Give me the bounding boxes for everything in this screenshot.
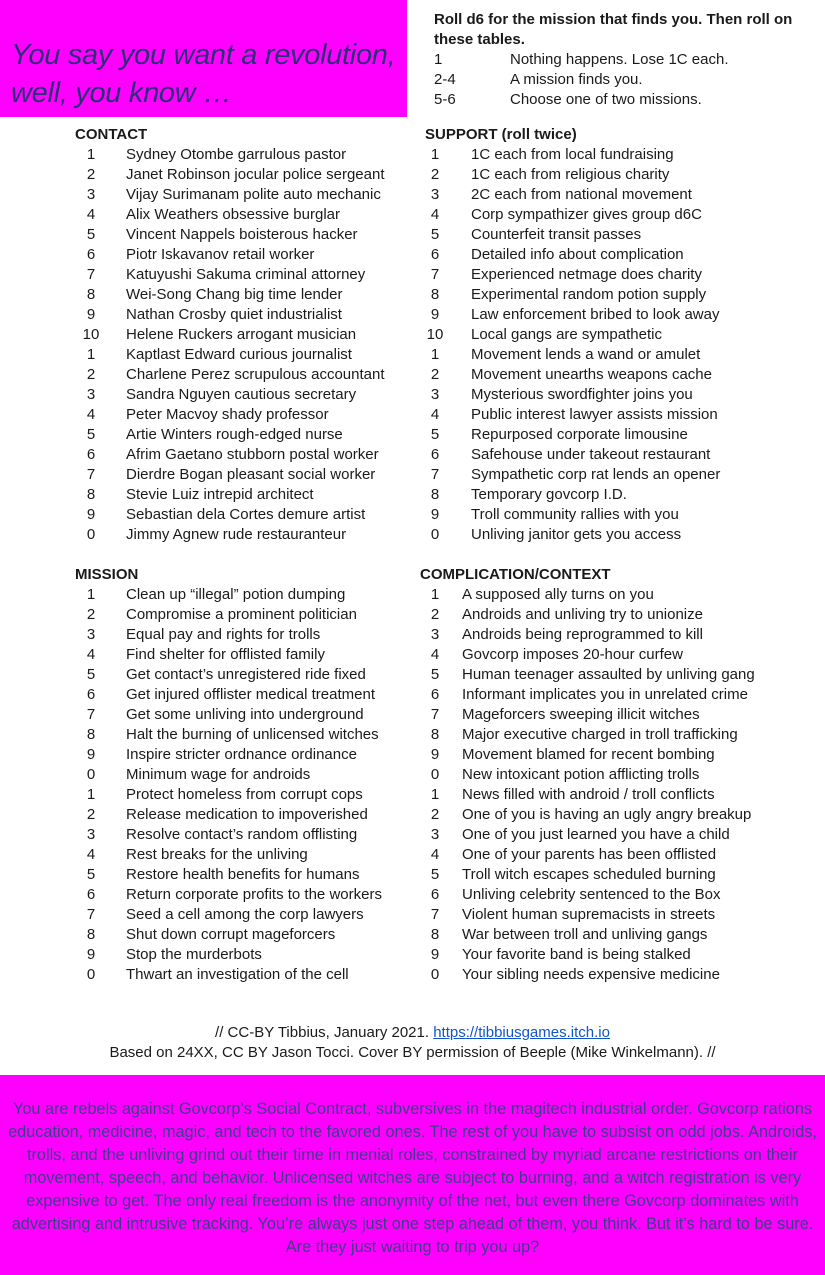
support-row: [425, 305, 720, 325]
contact-row: [75, 365, 385, 385]
entry-text: Wei-Song Chang big time lender: [126, 286, 343, 303]
roll-number: 3: [86, 386, 96, 403]
entry-text: Equal pay and rights for trolls: [126, 626, 321, 643]
complication-row: [420, 965, 755, 985]
mission-row: [75, 905, 382, 925]
entry-text: Janet Robinson jocular police sergeant: [126, 166, 385, 183]
support-row: [425, 425, 720, 445]
roll-number: 7: [86, 906, 96, 923]
entry-text: Law enforcement bribed to look away: [471, 306, 720, 323]
complication-row: [420, 665, 755, 685]
roll-number: 5: [430, 866, 440, 883]
entry-text: Androids and unliving try to unionize: [462, 606, 703, 623]
contact-row: [75, 465, 385, 485]
contact-heading: CONTACT: [75, 126, 148, 143]
entry-text: Informant implicates you in unrelated crime: [462, 686, 748, 703]
roll-number: 1: [86, 786, 96, 803]
entry-text: Seed a cell among the corp lawyers: [126, 906, 364, 923]
roll-number: 5: [86, 666, 96, 683]
contact-row: [75, 405, 385, 425]
entry-text: Sandra Nguyen cautious secretary: [126, 386, 357, 403]
roll-number: 9: [86, 946, 96, 963]
entry-text: Shut down corrupt mageforcers: [126, 926, 336, 943]
roll-number: 3: [86, 626, 96, 643]
roll-number: 8: [86, 286, 96, 303]
roll-number: 7: [86, 466, 96, 483]
roll-number: 2: [430, 166, 440, 183]
entry-text: News filled with android / troll conflicts: [462, 786, 715, 803]
roll-number: 4: [430, 646, 440, 663]
entry-text: Unliving celebrity sentenced to the Box: [462, 886, 721, 903]
entry-text: Minimum wage for androids: [126, 766, 311, 783]
complication-row: [420, 645, 755, 665]
intro-row: 5-6 Choose one of two missions.: [434, 91, 702, 108]
roll-number: 0: [430, 966, 440, 983]
entry-text: One of you just learned you have a child: [462, 826, 730, 843]
roll-number: 0: [86, 966, 96, 983]
roll-number: 9: [430, 946, 440, 963]
complication-row: [420, 785, 755, 805]
mission-row: [75, 605, 382, 625]
contact-row: [75, 505, 385, 525]
support-heading: SUPPORT (roll twice): [425, 126, 577, 143]
mission-row: [75, 925, 382, 945]
support-row: [425, 185, 720, 205]
entry-text: Rest breaks for the unliving: [126, 846, 308, 863]
credits-line-1: [0, 1023, 825, 1043]
contact-row: [75, 205, 385, 225]
entry-text: Charlene Perez scrupulous accountant: [126, 366, 385, 383]
entry-text: Unliving janitor gets you access: [471, 526, 682, 543]
entry-text: Experienced netmage does charity: [471, 266, 702, 283]
roll-number: 2: [86, 806, 96, 823]
entry-text: Repurposed corporate limousine: [471, 426, 688, 443]
roll-number: 3: [430, 186, 440, 203]
entry-text: Violent human supremacists in streets: [462, 906, 716, 923]
support-row: [425, 525, 720, 545]
roll-number: 0: [430, 526, 440, 543]
mission-row: [75, 945, 382, 965]
entry-text: Clean up “illegal” potion dumping: [126, 586, 346, 603]
complication-row: [420, 945, 755, 965]
roll-number: 7: [86, 266, 96, 283]
entry-text: Your favorite band is being stalked: [462, 946, 691, 963]
contact-row: [75, 385, 385, 405]
mission-row: [75, 725, 382, 745]
roll-number: 9: [430, 506, 440, 523]
complication-row: [420, 605, 755, 625]
complication-row: [420, 765, 755, 785]
contact-row: [75, 265, 385, 285]
support-row: [425, 325, 720, 345]
entry-text: Afrim Gaetano stubborn postal worker: [126, 446, 379, 463]
mission-row: [75, 685, 382, 705]
entry-text: Peter Macvoy shady professor: [126, 406, 329, 423]
entry-text: Get injured offlister medical treatment: [126, 686, 376, 703]
roll-number: 3: [86, 186, 96, 203]
roll-number: 9: [86, 506, 96, 523]
entry-text: Experimental random potion supply: [471, 286, 707, 303]
roll-number: 2: [430, 606, 440, 623]
entry-text: 2C each from national movement: [471, 186, 692, 203]
roll-number: 2: [430, 366, 440, 383]
roll-number: 0: [86, 766, 96, 783]
mission-table: [75, 565, 382, 985]
roll-number: 1: [86, 346, 96, 363]
mission-row: [75, 805, 382, 825]
entry-text: Compromise a prominent politician: [126, 606, 357, 623]
entry-text: Kaptlast Edward curious journalist: [126, 346, 352, 363]
roll-number: 3: [430, 826, 440, 843]
entry-text: Return corporate profits to the workers: [126, 886, 382, 903]
entry-text: Detailed info about complication: [471, 246, 684, 263]
entry-text: Katuyushi Sakuma criminal attorney: [126, 266, 366, 283]
complication-row: [420, 745, 755, 765]
roll-number: 6: [430, 246, 440, 263]
support-row: [425, 205, 720, 225]
setting-description: [0, 1075, 825, 1275]
roll-number: 0: [86, 526, 96, 543]
roll-number: 9: [86, 746, 96, 763]
complication-table: [420, 565, 755, 985]
roll-number: 9: [430, 746, 440, 763]
contact-row: [75, 325, 385, 345]
mission-row: [75, 845, 382, 865]
entry-text: War between troll and unliving gangs: [462, 926, 708, 943]
roll-number: 6: [430, 886, 440, 903]
support-row: [425, 365, 720, 385]
roll-number: 9: [430, 306, 440, 323]
mission-row: [75, 965, 382, 985]
contact-row: [75, 425, 385, 445]
entry-text: Artie Winters rough-edged nurse: [126, 426, 343, 443]
mission-row: [75, 645, 382, 665]
mission-row: [75, 885, 382, 905]
complication-row: [420, 905, 755, 925]
entry-text: Stevie Luiz intrepid architect: [126, 486, 314, 503]
roll-number: 7: [86, 706, 96, 723]
roll-number: 4: [86, 206, 96, 223]
roll-number: 1: [430, 786, 440, 803]
complication-row: [420, 625, 755, 645]
contact-row: [75, 225, 385, 245]
roll-number: 4: [86, 846, 96, 863]
roll-number: 3: [430, 626, 440, 643]
intro-row: 2-4 A mission finds you.: [434, 71, 643, 88]
roll-number: 8: [430, 726, 440, 743]
entry-text: Mageforcers sweeping illicit witches: [462, 706, 700, 723]
roll-number: 5: [86, 426, 96, 443]
roll-number: 6: [86, 686, 96, 703]
entry-text: Resolve contact’s random offlisting: [126, 826, 358, 843]
credits: [0, 1023, 825, 1063]
support-row: [425, 265, 720, 285]
entry-text: Get contact’s unregistered ride fixed: [126, 666, 366, 683]
support-row: [425, 165, 720, 185]
complication-row: [420, 865, 755, 885]
roll-number: 7: [430, 706, 440, 723]
support-row: [425, 385, 720, 405]
roll-number: 5: [86, 226, 96, 243]
entry-text: Thwart an investigation of the cell: [126, 966, 349, 983]
complication-heading: COMPLICATION/CONTEXT: [420, 566, 611, 583]
roll-number: 5: [430, 226, 440, 243]
roll-number: 4: [86, 646, 96, 663]
mission-row: [75, 825, 382, 845]
mission-row: [75, 705, 382, 725]
roll-number: 1: [430, 346, 440, 363]
support-row: [425, 145, 720, 165]
roll-number: 7: [430, 466, 440, 483]
entry-text: Sebastian dela Cortes demure artist: [126, 506, 366, 523]
roll-number: 6: [86, 446, 96, 463]
roll-number: 3: [86, 826, 96, 843]
entry-text: Piotr Iskavanov retail worker: [126, 246, 315, 263]
entry-text: Govcorp imposes 20-hour curfew: [462, 646, 683, 663]
roll-number: 8: [430, 486, 440, 503]
entry-text: Restore health benefits for humans: [126, 866, 360, 883]
complication-row: [420, 705, 755, 725]
mission-row: [75, 625, 382, 645]
entry-text: Get some unliving into underground: [126, 706, 364, 723]
roll-number: 8: [430, 926, 440, 943]
support-row: [425, 225, 720, 245]
entry-text: Your sibling needs expensive medicine: [462, 966, 720, 983]
roll-number: 0: [430, 766, 440, 783]
entry-text: Vincent Nappels boisterous hacker: [126, 226, 358, 243]
roll-number: 4: [430, 206, 440, 223]
roll-number: 2: [86, 166, 96, 183]
mission-row: [75, 865, 382, 885]
contact-row: [75, 145, 385, 165]
contact-row: [75, 525, 385, 545]
entry-text: Androids being reprogrammed to kill: [462, 626, 703, 643]
entry-text: Local gangs are sympathetic: [471, 326, 662, 343]
entry-text: One of your parents has been offlisted: [462, 846, 717, 863]
credits-prefix: // CC-BY Tibbius, January 2021.: [215, 1024, 434, 1041]
mission-heading: MISSION: [75, 566, 139, 583]
mission-row: [75, 785, 382, 805]
complication-row: [420, 885, 755, 905]
contact-row: [75, 285, 385, 305]
support-row: [425, 285, 720, 305]
intro-heading: Roll d6 for the mission that finds you. Then roll on these tables.: [434, 11, 793, 48]
entry-text: 1C each from local fundraising: [471, 146, 674, 163]
support-row: [425, 505, 720, 525]
entry-text: Halt the burning of unlicensed witches: [126, 726, 379, 743]
roll-number: 1: [430, 146, 440, 163]
support-row: [425, 485, 720, 505]
contact-row: [75, 165, 385, 185]
entry-text: Inspire stricter ordnance ordinance: [126, 746, 357, 763]
entry-text: Movement lends a wand or amulet: [471, 346, 701, 363]
roll-number: 4: [430, 846, 440, 863]
entry-text: Public interest lawyer assists mission: [471, 406, 718, 423]
mission-row: [75, 665, 382, 685]
roll-number: 4: [86, 406, 96, 423]
roll-number: 1: [86, 146, 96, 163]
title-line-1: You say you want a revolution,: [11, 39, 396, 71]
roll-number: 8: [86, 726, 96, 743]
entry-text: New intoxicant potion afflicting trolls: [462, 766, 700, 783]
mission-row: [75, 745, 382, 765]
intro-row: 1 Nothing happens. Lose 1C each.: [434, 51, 729, 68]
roll-number: 2: [430, 806, 440, 823]
complication-row: [420, 925, 755, 945]
roll-number: 8: [86, 926, 96, 943]
mission-row: [75, 585, 382, 605]
roll-number: 10: [426, 326, 444, 343]
roll-number: 2: [86, 606, 96, 623]
entry-text: Temporary govcorp I.D.: [471, 486, 627, 503]
entry-text: Release medication to impoverished: [126, 806, 368, 823]
roll-number: 2: [86, 366, 96, 383]
roll-number: 6: [430, 686, 440, 703]
entry-text: 1C each from religious charity: [471, 166, 670, 183]
complication-row: [420, 825, 755, 845]
entry-text: Protect homeless from corrupt cops: [126, 786, 363, 803]
credits-line-2: Based on 24XX, CC BY Jason Tocci. Cover BY permission of Beeple (Mike Winkelmann). //: [109, 1044, 716, 1061]
contact-table: [75, 125, 385, 545]
entry-text: Jimmy Agnew rude restauranteur: [126, 526, 347, 543]
entry-text: Safehouse under takeout restaurant: [471, 446, 711, 463]
roll-number: 1: [86, 586, 96, 603]
contact-row: [75, 445, 385, 465]
entry-text: Stop the murderbots: [126, 946, 262, 963]
support-row: [425, 465, 720, 485]
support-row: [425, 405, 720, 425]
contact-row: [75, 485, 385, 505]
roll-number: 4: [430, 406, 440, 423]
complication-row: [420, 685, 755, 705]
contact-row: [75, 305, 385, 325]
contact-row: [75, 345, 385, 365]
complication-row: [420, 805, 755, 825]
support-row: [425, 345, 720, 365]
roll-number: 9: [86, 306, 96, 323]
intro-roll-instructions: [434, 10, 814, 110]
mission-row: [75, 765, 382, 785]
entry-text: A supposed ally turns on you: [462, 586, 654, 603]
entry-text: Mysterious swordfighter joins you: [471, 386, 693, 403]
entry-text: Corp sympathizer gives group d6C: [471, 206, 702, 223]
entry-text: Troll community rallies with you: [471, 506, 679, 523]
roll-number: 6: [86, 246, 96, 263]
roll-number: 6: [86, 886, 96, 903]
roll-number: 6: [430, 446, 440, 463]
roll-number: 5: [86, 866, 96, 883]
roll-number: 1: [430, 586, 440, 603]
entry-text: Dierdre Bogan pleasant social worker: [126, 466, 376, 483]
title-line-2: well, you know …: [11, 77, 232, 109]
roll-number: 8: [86, 486, 96, 503]
contact-row: [75, 185, 385, 205]
roll-number: 7: [430, 906, 440, 923]
entry-text: Alix Weathers obsessive burglar: [126, 206, 340, 223]
complication-row: [420, 585, 755, 605]
entry-text: Sydney Otombe garrulous pastor: [126, 146, 347, 163]
entry-text: Vijay Surimanam polite auto mechanic: [126, 186, 381, 203]
complication-row: [420, 725, 755, 745]
entry-text: Counterfeit transit passes: [471, 226, 642, 243]
entry-text: Human teenager assaulted by unliving gang: [462, 666, 755, 683]
support-table: [425, 125, 720, 545]
roll-number: 5: [430, 426, 440, 443]
contact-row: [75, 245, 385, 265]
entry-text: Major executive charged in troll trafficking: [462, 726, 738, 743]
tibbius-games-link[interactable]: https://tibbiusgames.itch.io: [433, 1024, 610, 1041]
roll-number: 3: [430, 386, 440, 403]
roll-number: 8: [430, 286, 440, 303]
roll-number: 10: [82, 326, 100, 343]
support-row: [425, 445, 720, 465]
entry-text: Sympathetic corp rat lends an opener: [471, 466, 721, 483]
roll-number: 7: [430, 266, 440, 283]
title-banner: [0, 0, 407, 117]
roll-number: 5: [430, 666, 440, 683]
complication-row: [420, 845, 755, 865]
entry-text: Helene Ruckers arrogant musician: [126, 326, 357, 343]
entry-text: One of you is having an ugly angry breakup: [462, 806, 752, 823]
entry-text: Find shelter for offlisted family: [126, 646, 325, 663]
entry-text: Troll witch escapes scheduled burning: [462, 866, 716, 883]
entry-text: Movement blamed for recent bombing: [462, 746, 715, 763]
entry-text: Nathan Crosby quiet industrialist: [126, 306, 342, 323]
entry-text: Movement unearths weapons cache: [471, 366, 712, 383]
setting-description-text: You are rebels against Govcorp’s Social Contract, subversives in the magitech industrial order. Govcorp rations education, medicine, magic, and tech to the favored ones. The rest of you have to subsist on odd jobs. Androids, trolls, and the unliving grind out their time in menial roles, constrained by myriad arcane restrictions on their movement, speech, and behavior. Unlicensed witches are subject to burning, and a witch registration is very expensive to get. The only real freedom is the anonymity of the net, but even there Govcorp dominates with advertising and intrusive tracking. You’re always just one step ahead of them, you think. But it’s hard to be sure. Are they just waiting to trip you up?: [8, 1100, 817, 1256]
support-row: [425, 245, 720, 265]
